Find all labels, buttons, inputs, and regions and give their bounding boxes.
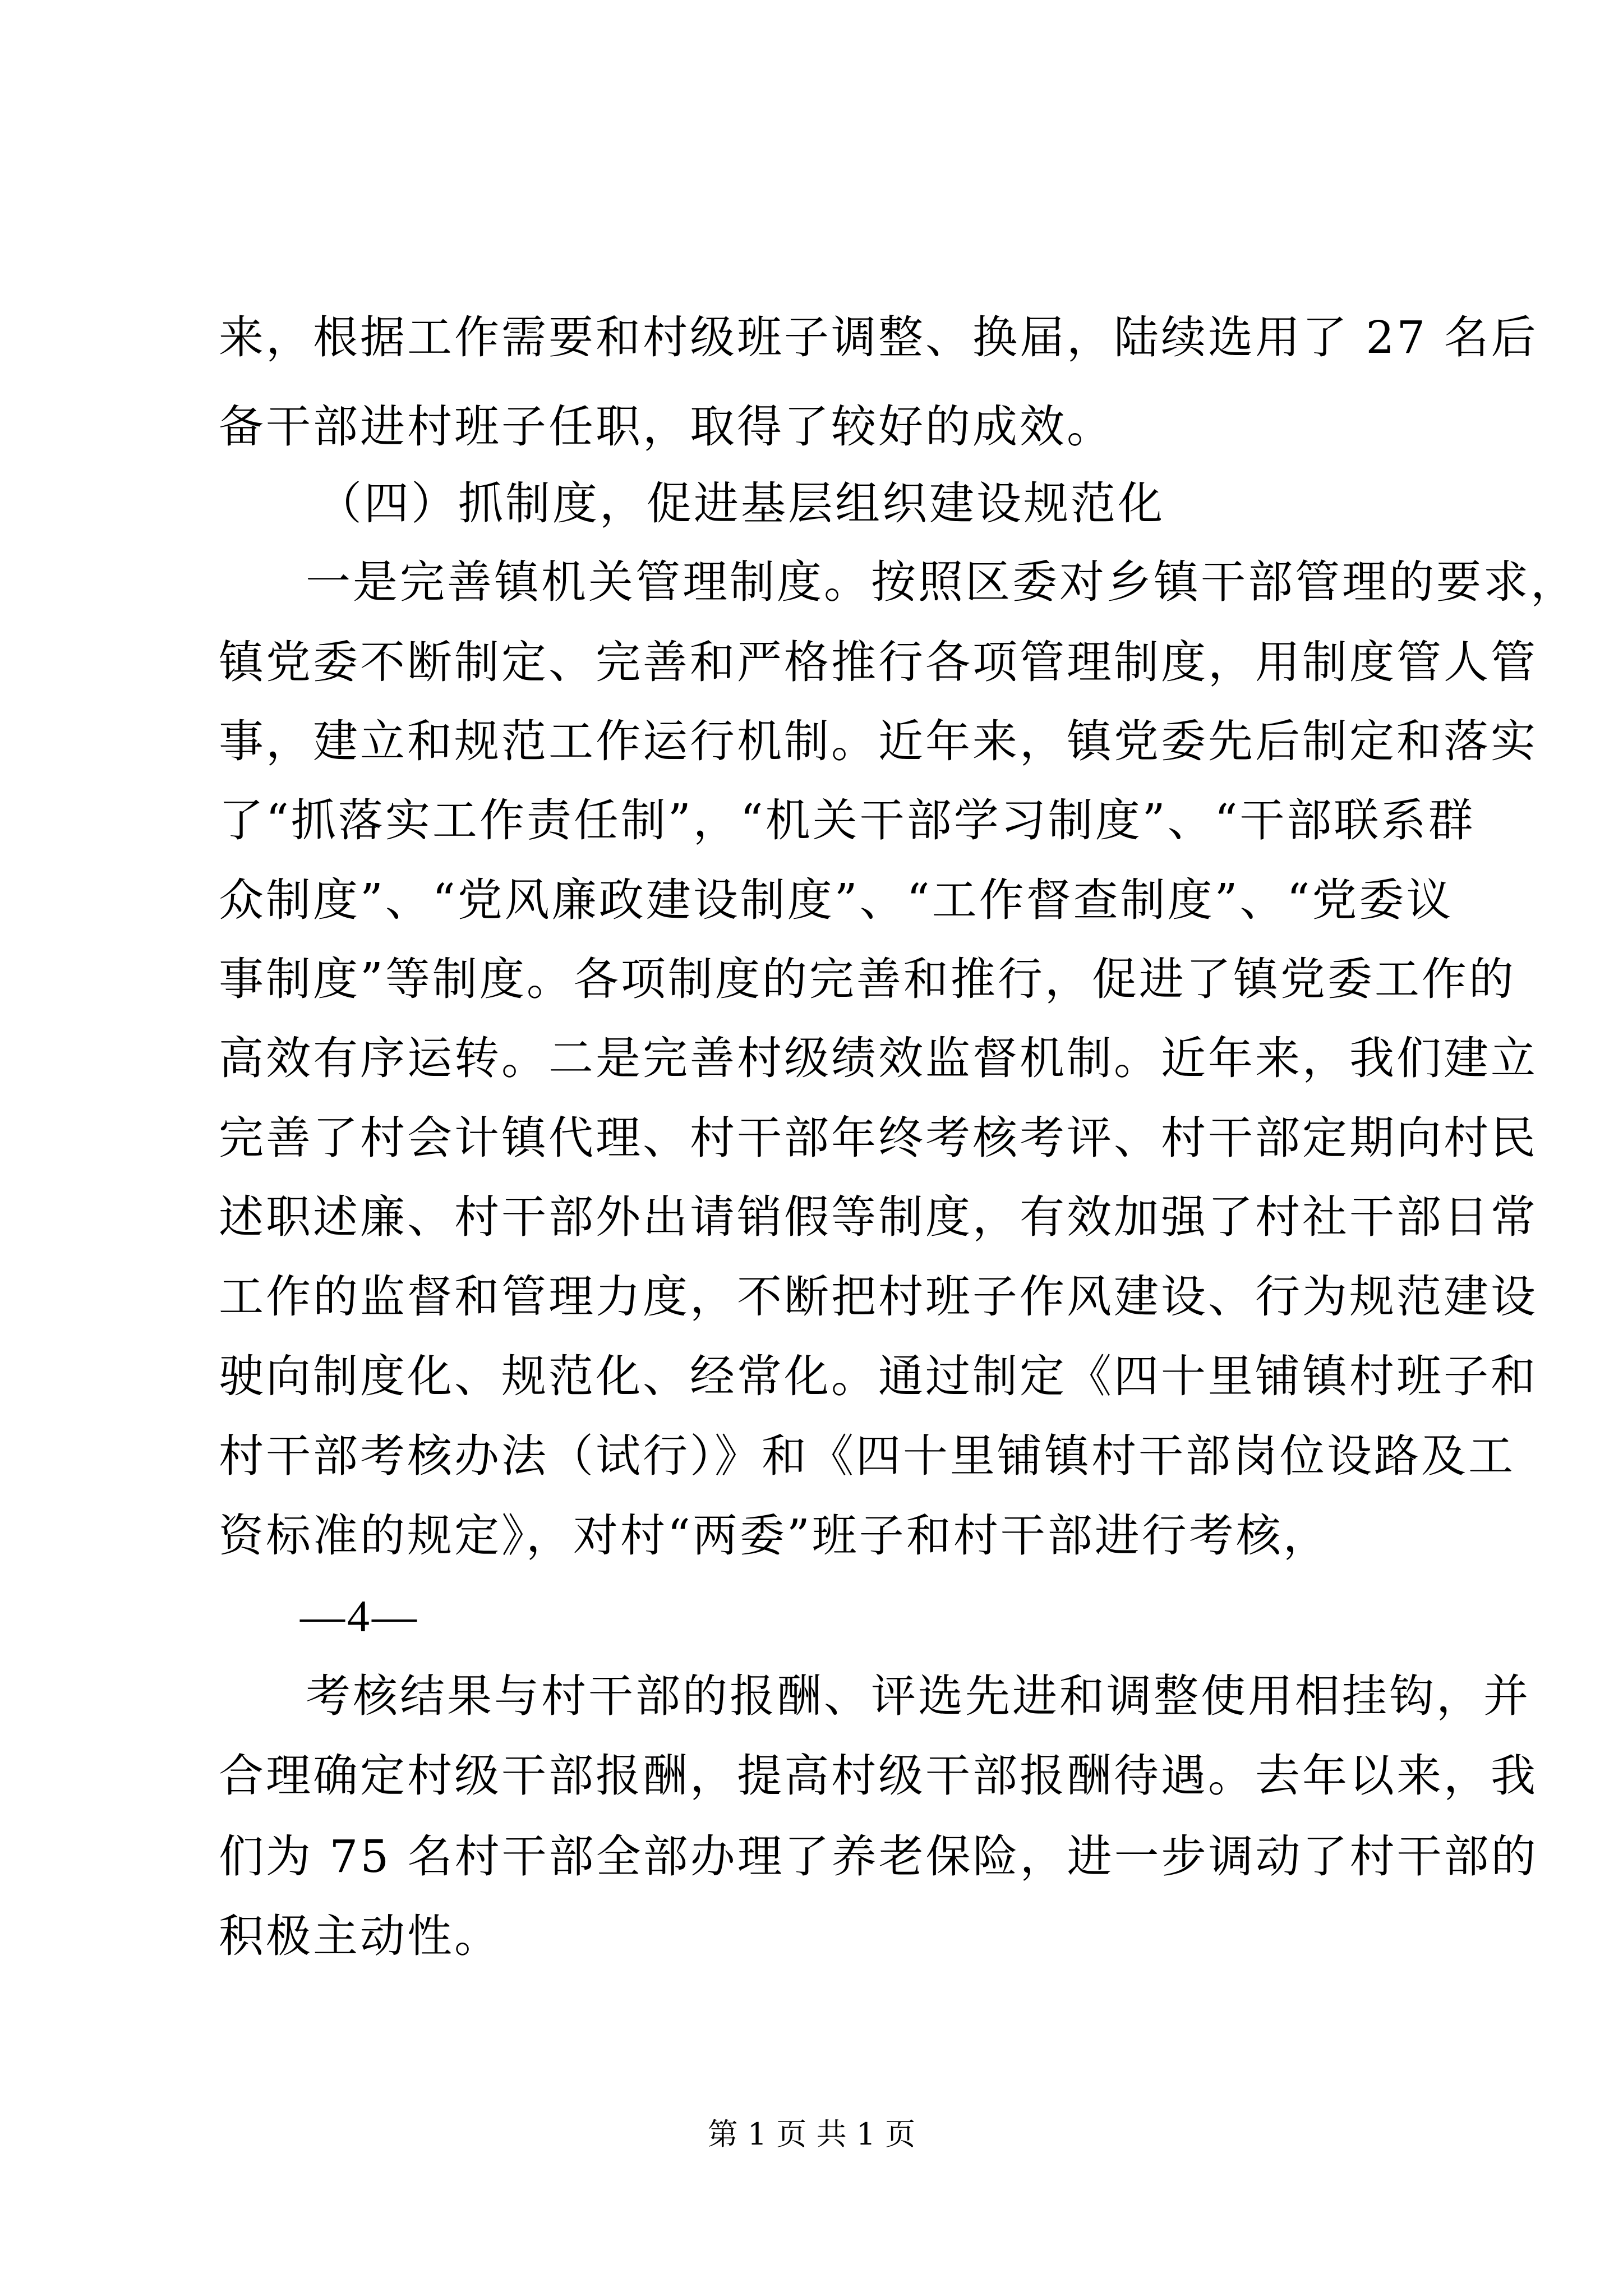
body-text-line: 镇党委不断制定、完善和严格推行各项管理制度，用制度管人管: [219, 636, 1538, 688]
paragraph-first-line: 考核结果与村干部的报酬、评选先进和调整使用相挂钩，并: [306, 1670, 1530, 1722]
body-text-line: 完善了村会计镇代理、村干部年终考核考评、村干部定期向村民: [219, 1112, 1538, 1164]
body-text-line: 述职述廉、村干部外出请销假等制度，有效加强了村社干部日常: [219, 1191, 1538, 1243]
body-text-line: 备干部进村班子任职，取得了较好的成效。: [219, 401, 1114, 453]
body-text-line: 资标准的规定》，对村“两委”班子和村干部进行考核，: [219, 1510, 1330, 1562]
body-text-line: 事制度”等制度。各项制度的完善和推行，促进了镇党委工作的: [219, 953, 1516, 1005]
body-text-line: 驶向制度化、规范化、经常化。通过制定《四十里铺镇村班子和: [219, 1350, 1538, 1402]
body-text-line: 积极主动性。: [219, 1910, 501, 1962]
body-text-line: 高效有序运转。二是完善村级绩效监督机制。近年来，我们建立: [219, 1032, 1538, 1084]
paragraph-first-line: 一是完善镇机关管理制度。按照区委对乡镇干部管理的要求，: [306, 556, 1578, 608]
page-number-mark: —4—: [300, 1592, 419, 1641]
body-text-line: 工作的监督和管理力度，不断把村班子作风建设、行为规范建设: [219, 1271, 1538, 1323]
body-text-line: 事，建立和规范工作运行机制。近年来，镇党委先后制定和落实: [219, 715, 1538, 767]
body-text-line: 众制度”、“党风廉政建设制度”、“工作督查制度”、“党委议: [219, 874, 1454, 926]
body-text-line: 了“抓落实工作责任制”，“机关干部学习制度”、“干部联系群: [219, 794, 1476, 846]
body-text-line: 来，根据工作需要和村级班子调整、换届，陆续选用了 27 名后: [219, 311, 1538, 364]
page-footer: 第 1 页 共 1 页: [707, 2116, 916, 2152]
section-heading: （四）抓制度，促进基层组织建设规范化: [317, 477, 1165, 530]
body-text-line: 合理确定村级干部报酬，提高村级干部报酬待遇。去年以来，我: [219, 1750, 1538, 1802]
body-text-line: 们为 75 名村干部全部办理了养老保险，进一步调动了村干部的: [219, 1830, 1538, 1883]
body-text-line: 村干部考核办法（试行）》和《四十里铺镇村干部岗位设路及工: [219, 1430, 1515, 1482]
